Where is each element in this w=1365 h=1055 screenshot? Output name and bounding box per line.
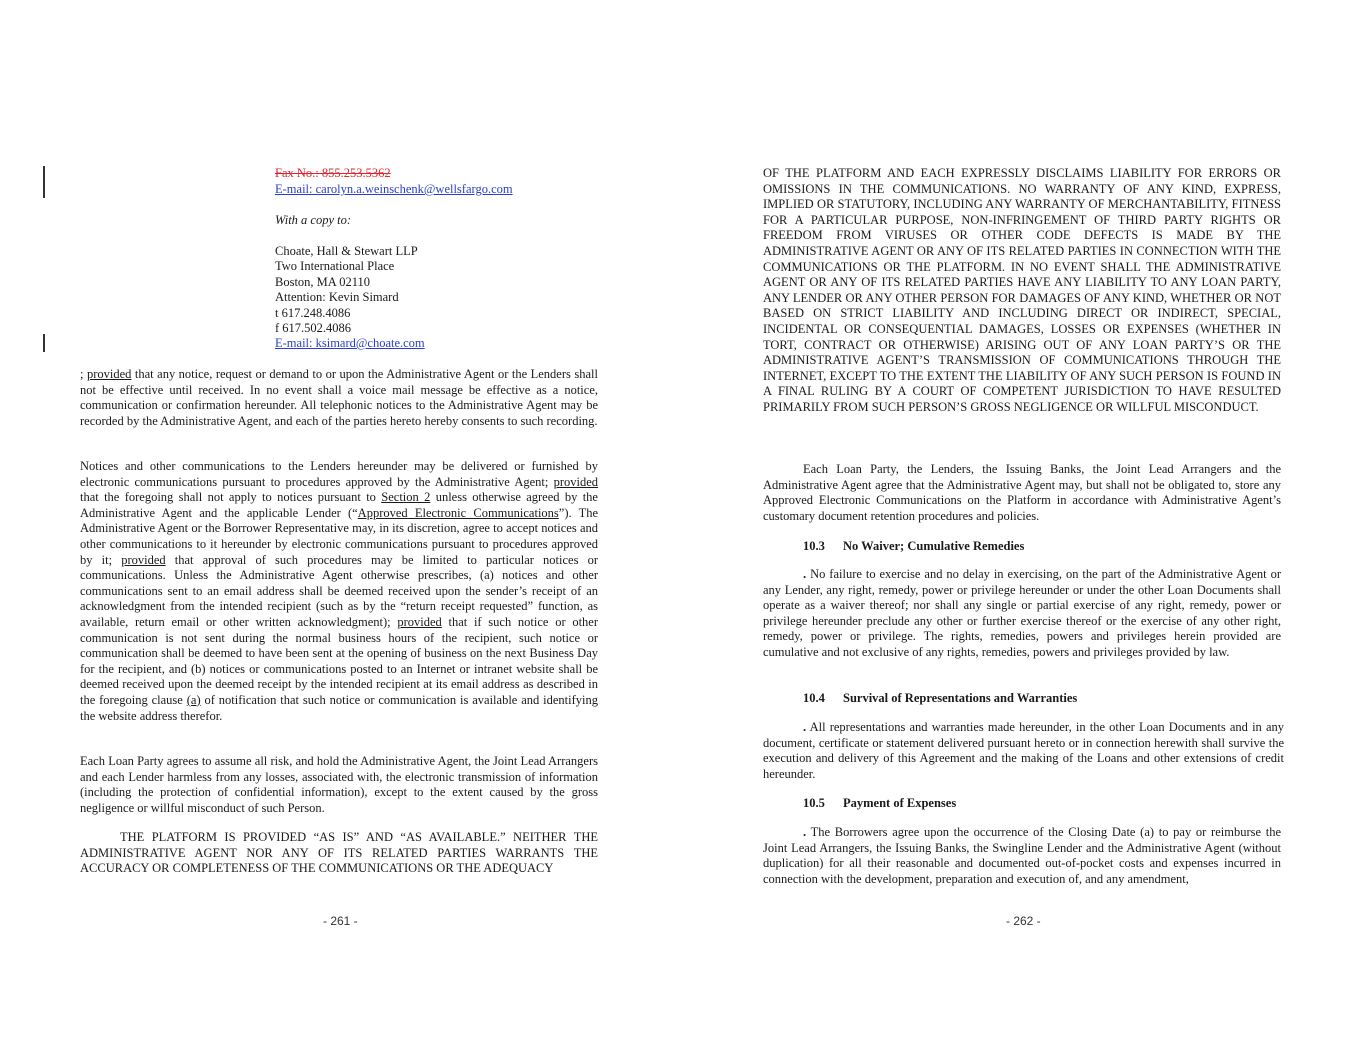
section-10-5-body: . The Borrowers agree upon the occurrence of the Closing Date (a) to pay or reimburse the Joint Lead Arrangers, the Issuing Banks, the Swingline Lender and the Administrative Agent (without duplication) for all their reasonable and documented out-of-pocket costs and expenses incurred in connection with the development, preparation and execution of, and any amendment, (763, 825, 1281, 886)
page-number: - 261 - (323, 914, 358, 928)
notice-paragraph-2: Notices and other communications to the Lenders hereunder may be delivered or furnished by electronic communications pursuant to procedures approved by the Administrative Agent; provided that the foregoing shall not apply to notices pursuant to Section 2 unless otherwise agreed by the Administrative Agent and the applicable Lender (“Approved Electronic Communications”). The Administrative Agent or the Borrower Representative may, in its discretion, agree to accept notices and other communications to it hereunder by electronic communications pursuant to procedures approved by it; provided that approval of such procedures may be limited to particular notices or communications. Unless the Administrative Agent otherwise prescribes, (a) notices and other communications sent to an email address shall be deemed received upon the sender’s receipt of an acknowledgment from the intended recipient (such as by the “return receipt requested” function, as available, return email or other written acknowledgment); provided that if such notice or other communication is not sent during the normal business hours of the recipient, such notice or communication shall be deemed to have been sent at the opening of business on the next Business Day for the recipient, and (b) notices or communications posted to an Internet or intranet website shall be deemed received upon the deemed receipt by the intended recipient at its email address as described in the foregoing clause (a) of notification that such notice or communication is available and identifying the website address therefor. (80, 459, 599, 723)
email-link-choate[interactable]: E-mail: ksimard@choate.com (275, 336, 425, 350)
page-261 (0, 0, 682, 1055)
address-line: t 617.248.4086 (275, 306, 351, 320)
platform-disclaimer-paragraph: THE PLATFORM IS PROVIDED “AS IS” AND “AS AVAILABLE.” NEITHER THE ADMINISTRATIVE AGENT NOR ANY OF ITS RELATED PARTIES WARRANTS THE ACCURACY OR COMPLETENESS OF THE COMMUNICATIONS OR THE ADEQUACY (80, 830, 598, 876)
section-heading-10-5: 10.5 Payment of Expenses (803, 796, 957, 810)
retention-paragraph: Each Loan Party, the Lenders, the Issuing Banks, the Joint Lead Arrangers and the Administrative Agent agree that the Administrative Agent may, but shall not be obligated to, store any Approved Electronic Communications on the Platform in accordance with Administrative Agent’s customary document retention procedures and policies. (763, 462, 1281, 523)
address-line: Boston, MA 02110 (275, 275, 371, 289)
section-10-4-body: . All representations and warranties made hereunder, in the other Loan Documents and in any document, certificate or statement delivered pursuant hereto or in connection herewith shall survive the execution and delivery of this Agreement and the making of the Loans and other extensions of credit hereunder. (763, 720, 1284, 781)
page-number: - 262 - (1006, 914, 1041, 928)
page-262 (683, 0, 1365, 1055)
address-line: Two International Place (275, 259, 395, 273)
disclaimer-continued-paragraph: OF THE PLATFORM AND EACH EXPRESSLY DISCLAIMS LIABILITY FOR ERRORS OR OMISSIONS IN THE COMMUNICATIONS. NO WARRANTY OF ANY KIND, EXPRESS, IMPLIED OR STATUTORY, INCLUDING ANY WARRANTY OF MERCHANTABILITY, FITNESS FOR A PARTICULAR PURPOSE, NON-INFRINGEMENT OF THIRD PARTY RIGHTS OR FREEDOM FROM VIRUSES OR OTHER CODE DEFECTS IS MADE BY THE ADMINISTRATIVE AGENT OR ANY OF ITS RELATED PARTIES IN CONNECTION WITH THE COMMUNICATIONS OR THE PLATFORM. IN NO EVENT SHALL THE ADMINISTRATIVE AGENT OR ANY OF ITS RELATED PARTIES HAVE ANY LIABILITY TO ANY LOAN PARTY, ANY LENDER OR ANY OTHER PERSON FOR DAMAGES OF ANY KIND, WHETHER OR NOT BASED ON STRICT LIABILITY AND INCLUDING DIRECT OR INDIRECT, SPECIAL, INCIDENTAL OR CONSEQUENTIAL DAMAGES, LOSSES OR EXPENSES (WHETHER IN TORT, CONTRACT OR OTHERWISE) ARISING OUT OF ANY LOAN PARTY’S OR THE ADMINISTRATIVE AGENT’S TRANSMISSION OF COMMUNICATIONS THROUGH THE INTERNET, EXCEPT TO THE EXTENT THE LIABILITY OF ANY SUCH PERSON IS FOUND IN A FINAL RULING BY A COURT OF COMPETENT JURISDICTION TO HAVE RESULTED PRIMARILY FROM SUCH PERSON’S GROSS NEGLIGENCE OR WILLFUL MISCONDUCT. (763, 166, 1281, 414)
risk-paragraph: Each Loan Party agrees to assume all risk, and hold the Administrative Agent, the Joint Lead Arrangers and each Lender harmless from any losses, associated with, the electronic transmission of information (including the protection of confidential information), except to the extent caused by the gross negligence or willful misconduct of such Person. (80, 754, 598, 815)
change-bar (43, 166, 45, 198)
address-line: Choate, Hall & Stewart LLP (275, 244, 418, 258)
copy-to-label: With a copy to: (275, 213, 352, 227)
change-bar (43, 334, 45, 352)
section-heading-10-3: 10.3 No Waiver; Cumulative Remedies (803, 539, 1025, 553)
section-heading-10-4: 10.4 Survival of Representations and Warranties (803, 691, 1078, 705)
fax-deleted: Fax No.: 855.253.5362 (275, 166, 391, 180)
notice-paragraph-1: ; provided that any notice, request or demand to or upon the Administrative Agent or the Lenders shall not be effective until received. In no event shall a voice mail message be effective as a notice, communication or confirmation hereunder. All telephonic notices to the Administrative Agent may be recorded by the Administrative Agent, and each of the parties hereto hereby consents to such recording. (80, 367, 598, 428)
section-10-3-body: . No failure to exercise and no delay in exercising, on the part of the Administrative Agent or any Lender, any right, remedy, power or privilege hereunder or under the other Loan Documents shall operate as a waiver thereof; nor shall any single or partial exercise of any right, remedy, power or privilege hereunder preclude any other or further exercise thereof or the exercise of any other right, remedy, power or privilege. The rights, remedies, powers and privileges herein provided are cumulative and not exclusive of any rights, remedies, powers and privileges provided by law. (763, 567, 1281, 659)
address-line: Attention: Kevin Simard (275, 290, 399, 304)
email-link-wellsfargo[interactable]: E-mail: carolyn.a.weinschenk@wellsfargo.com (275, 182, 513, 196)
address-line: f 617.502.4086 (275, 321, 352, 335)
